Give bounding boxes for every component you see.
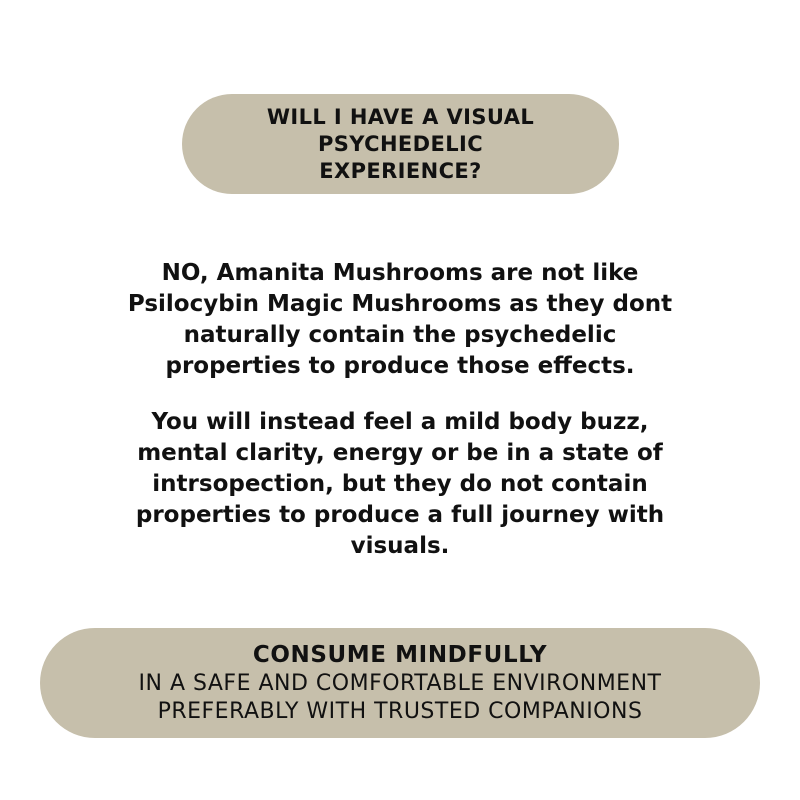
- answer-paragraph-1: [40, 258, 760, 382]
- footer-line: IN A SAFE AND COMFORTABLE ENVIRONMENT: [138, 671, 662, 696]
- answer-line: Psilocybin Magic Mushrooms as they dont: [127, 291, 673, 317]
- answer-line: You will instead feel a mild body buzz,: [151, 409, 649, 435]
- answer-line: visuals.: [350, 533, 450, 559]
- answer-line: naturally contain the psychedelic: [183, 322, 617, 348]
- answer-line: intrsopection, but they do not contain: [152, 471, 648, 497]
- answer-line: mental clarity, energy or be in a state of: [137, 440, 663, 466]
- answer-line: properties to produce a full journey with: [135, 502, 665, 528]
- answer-line: NO, Amanita Mushrooms are not like: [161, 260, 639, 286]
- question-pill: [182, 94, 619, 194]
- answer-paragraph-2: [40, 407, 760, 562]
- footer-title: CONSUME MINDFULLY: [252, 642, 548, 668]
- question-line: WILL I HAVE A VISUAL: [266, 105, 535, 129]
- question-line: EXPERIENCE?: [319, 159, 482, 183]
- footer-line: PREFERABLY WITH TRUSTED COMPANIONS: [157, 699, 643, 724]
- question-line: PSYCHEDELIC: [317, 132, 484, 156]
- answer-line: properties to produce those effects.: [165, 353, 635, 379]
- footer-pill: [40, 628, 760, 738]
